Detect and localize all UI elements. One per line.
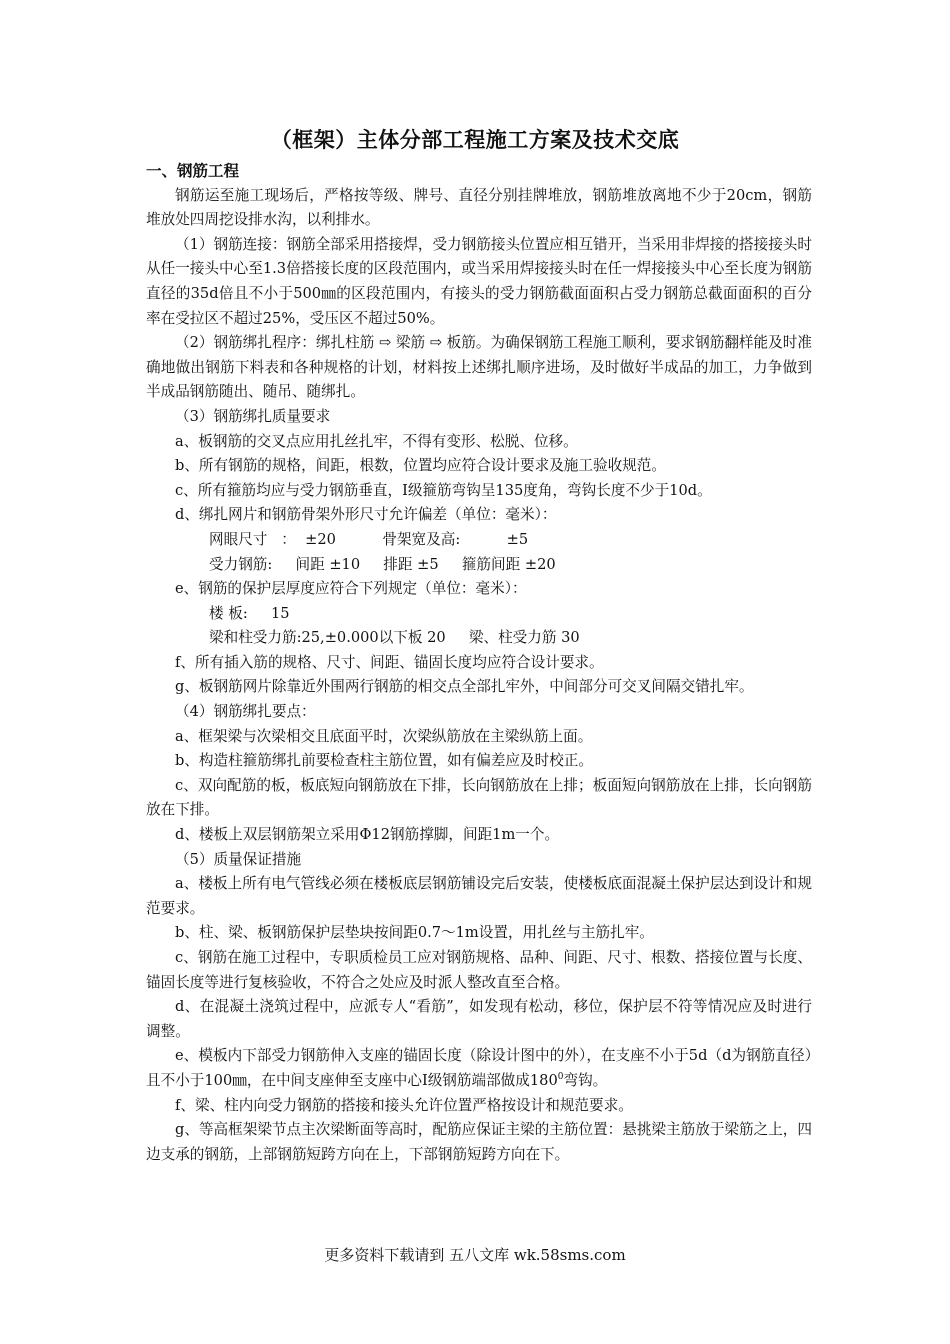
- tolerance-line: 网眼尺寸 ： ±20 骨架宽及高: ±5: [209, 530, 529, 548]
- list-item: a、楼板上所有电气管线必须在楼板底层钢筋铺设完后安装，使楼板底面混凝土保护层达到设计和规范要求。: [146, 875, 812, 917]
- list-item: d、绑扎网片和钢筋骨架外形尺寸允许偏差（单位：毫米）：: [175, 506, 557, 524]
- paragraph-rebar-connection: （1）钢筋连接：钢筋全部采用搭接焊，受力钢筋接头位置应相互错开，当采用非焊接的搭接接头时从任一接头中心至1.3倍搭接长度的区段范围内，或当采用焊接接头时在任一焊接接头中心至长度为钢筋直径的35d倍且不小于500㎜的区段范围内，有接头的受力钢筋截面面积占受力钢筋总截面面积的百分率在受拉区不超过25%，受压区不超过50%。: [146, 235, 812, 327]
- text-run: e、模板内下部受力钢筋伸入支座的锚固长度（除设计图中的外），在支座不小于5d（d为钢筋直径）且不小于100㎜，在中间支座伸至支座中心Ⅰ级钢筋端部做成180: [146, 1047, 812, 1089]
- section-heading: 一、钢筋工程: [146, 162, 240, 180]
- text-run: 弯钩。: [563, 1071, 608, 1089]
- subheading-binding-points: （4）钢筋绑扎要点：: [175, 703, 316, 721]
- cover-line: 梁和柱受力筋:25,±0.000以下板 20 梁、柱受力筋 30: [209, 629, 580, 647]
- list-item: [146, 1044, 812, 1093]
- list-item: g、等高框架梁节点主次梁断面等高时，配筋应保证主梁的主筋位置：悬挑梁主筋放于梁筋之上，四边支承的钢筋，上部钢筋短跨方向在上，下部钢筋短跨方向在下。: [146, 1121, 812, 1163]
- list-item: f、所有插入筋的规格、尺寸、间距、锚固长度均应符合设计要求。: [175, 653, 604, 671]
- list-item: b、所有钢筋的规格，间距，根数，位置均应符合设计要求及施工验收规范。: [175, 457, 666, 475]
- list-item: b、构造柱箍筋绑扎前要检查柱主筋位置，如有偏差应及时校正。: [175, 752, 593, 770]
- list-item: g、板钢筋网片除靠近外围两行钢筋的相交点全部扎牢外，中间部分可交叉间隔交错扎牢。: [175, 678, 754, 696]
- cover-line: 楼 板: 15: [209, 604, 290, 622]
- degree-superscript: 0: [557, 1072, 564, 1083]
- subheading-quality-measures: （5）质量保证措施: [175, 850, 302, 868]
- document-body: [146, 159, 812, 1167]
- list-item: c、钢筋在施工过程中，专职质检员工应对钢筋规格、品种、间距、尺寸、根数、搭接位置与长度、锚固长度等进行复核验收，不符合之处应及时派人整改直至合格。: [146, 949, 812, 991]
- list-item: c、双向配筋的板，板底短向钢筋放在下排，长向钢筋放在上排；板面短向钢筋放在上排，长向钢筋放在下排。: [146, 776, 812, 819]
- paragraph-intro: 钢筋运至施工现场后，严格按等级、牌号、直径分别挂牌堆放，钢筋堆放离地不少于20cm，钢筋堆放处四周挖设排水沟，以利排水。: [146, 186, 812, 229]
- list-item: f、梁、柱内向受力钢筋的搭接和接头允许位置严格按设计和规范要求。: [175, 1096, 633, 1114]
- footer-note: 更多资料下载请到 五八文库 wk.58sms.com: [324, 1246, 626, 1264]
- list-item: c、所有箍筋均应与受力钢筋垂直，Ⅰ级箍筋弯钩呈135度角，弯钩长度不少于10d。: [175, 481, 712, 499]
- list-item: d、楼板上双层钢筋架立采用Φ12钢筋撑脚，间距1m一个。: [175, 826, 560, 844]
- list-item: a、板钢筋的交叉点应用扎丝扎牢，不得有变形、松脱、位移。: [175, 432, 578, 450]
- subheading-quality-requirements: （3）钢筋绑扎质量要求: [175, 407, 331, 425]
- list-item: b、柱、梁、板钢筋保护层垫块按间距0.7～1m设置，用扎丝与主筋扎牢。: [175, 924, 654, 942]
- page-title: （框架）主体分部工程施工方案及技术交底: [270, 128, 680, 152]
- list-item: e、钢筋的保护层厚度应符合下列规定（单位：毫米）：: [175, 580, 527, 598]
- tolerance-line: 受力钢筋: 间距 ±10 排距 ±5 箍筋间距 ±20: [209, 555, 556, 573]
- list-item: d、在混凝土浇筑过程中，应派专人“看筋”，如发现有松动，移位，保护层不符等情况应及时进行调整。: [146, 998, 812, 1040]
- paragraph-binding-procedure: （2）钢筋绑扎程序：绑扎柱筋 ⇨ 梁筋 ⇨ 板筋。为确保钢筋工程施工顺利，要求钢筋翻样能及时准确地做出钢筋下料表和各种规格的计划，材料按上述绑扎顺序进场，及时做好半成品的加工，力争做到半成品钢筋随出、随吊、随绑扎。: [146, 334, 812, 401]
- list-item: a、框架梁与次梁相交且底面平时，次梁纵筋放在主梁纵筋上面。: [175, 727, 593, 745]
